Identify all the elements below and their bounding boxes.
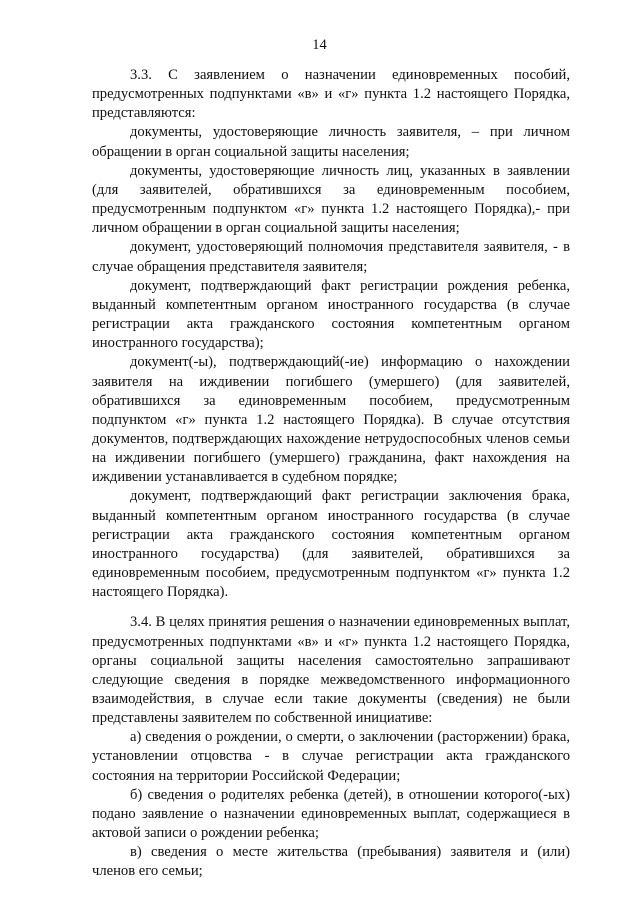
paragraph-3-3: 3.3. С заявлением о назначении единовременных пособий, предусмотренных подпунктами «в» и «г» пункта 1.2 настоящего Порядка, представляются: [92,67,570,122]
document-body [92,66,570,882]
list-item-identity-documents: документы, удостоверяющие личность заявителя, – при личном обращении в орган социальной защиты населения; [92,124,570,160]
paragraph-3-4: 3.4. В целях принятия решения о назначении единовременных выплат, предусмотренных подпунктами «в» и «г» пункта 1.2 настоящего Порядка, органы социальной защиты населения самостоятельно запрашивают следующие сведения в порядке межведомственного информационного взаимодействия, в случае если такие документы (сведения) не были представлены заявителем по собственной инициативе: [92,614,570,727]
list-item-v: в) сведения о месте жительства (пребывания) заявителя и (или) членов его семьи; [92,844,570,880]
list-item-representative-authority: документ, удостоверяющий полномочия представителя заявителя, - в случае обращения представителя заявителя; [92,239,570,275]
page-number: 14 [312,37,327,53]
list-item-b: б) сведения о родителях ребенка (детей), в отношении которого(-ых) подано заявление о назначении единовременных выплат, содержащиеся в актовой записи о рождении ребенка; [92,786,570,842]
list-item-birth-registration: документ, подтверждающий факт регистрации рождения ребенка, выданный компетентным органом иностранного государства (в случае регистрации акта гражданского состояния компетентным органом иностранного государства); [92,277,570,352]
list-item-dependency-documents: документ(-ы), подтверждающий(-ие) информацию о нахождении заявителя на иждивении погибшего (умершего) (для заявителей, обратившихся за единовременным пособием, предусмотренным подпунктом «г» пункта 1.2 настоящего Порядка). В случае отсутствия документов, подтверждающих нахождение нетрудоспособных членов семьи на иждивении погибшего (умершего) гражданина, факт нахождения на иждивении устанавливается в судебном порядке; [92,354,570,486]
list-item-a: а) сведения о рождении, о смерти, о заключении (расторжении) брака, установлении отцовства - в случае регистрации акта гражданского состояния на территории Российской Федерации; [92,729,570,784]
list-item-marriage-registration: документ, подтверждающий факт регистрации заключения брака, выданный компетентным органом иностранного государства (в случае регистрации акта гражданского состояния компетентным органом иностранного государства) (для заявителей, обратившихся за единовременным пособием, предусмотренным подпунктом «г» пункта 1.2 настоящего Порядка). [92,488,570,601]
list-item-persons-documents: документы, удостоверяющие личность лиц, указанных в заявлении (для заявителей, обратившихся за единовременным пособием, предусмотренным подпунктом «г» пункта 1.2 настоящего Порядка),- при личном обращении в орган социальной защиты населения; [92,162,570,237]
